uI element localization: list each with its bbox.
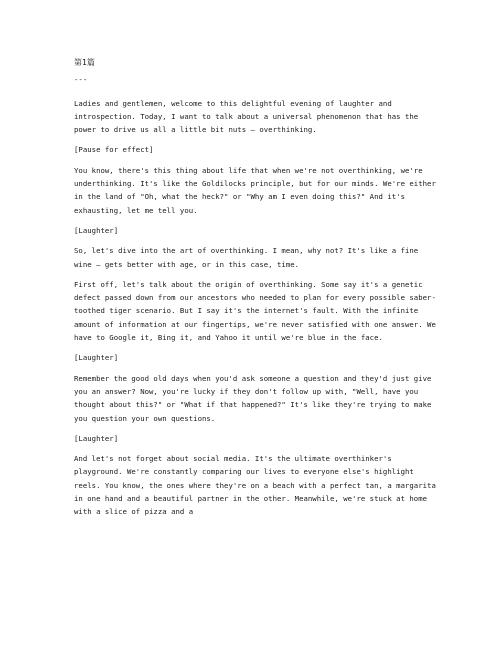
paragraph: And let's not forget about social media. It's the ultimate overthinker's playground. We're constantly comparing our lives to everyone else's highlight reels. You know, the ones where they're on a beach with a perfect tan, a margarita in one hand and a beautiful partner in the other. Meanwhile, we're stuck at home with a slice of pizza and a: [74, 454, 436, 517]
separator: ---: [74, 75, 88, 85]
document-body: [74, 56, 440, 526]
stage-direction: [Pause for effect]: [74, 145, 154, 155]
paragraph: First off, let's talk about the origin of overthinking. Some say it's a genetic defect passed down from our ancestors who needed to plan for every possible saber-toothed tiger scenario. But I say it's the internet's fault. With the infinite amount of information at our fingertips, we're never satisfied with one answer. We have to Google it, Bing it, and Yahoo it until we're blue in the face.: [74, 279, 436, 343]
stage-direction: [Laughter]: [74, 353, 119, 363]
paragraph: So, let's dive into the art of overthinking. I mean, why not? It's like a fine wine – gets better with age, or in this case, time.: [74, 246, 419, 269]
paragraph: You know, there's this thing about life that when we're not overthinking, we're underthinking. It's like the Goldilocks principle, but for our minds. We're either in the land of "Oh, what the heck?" or "Why am I even doing this?" And it's exhausting, let me tell you.: [74, 165, 436, 215]
paragraph: Ladies and gentlemen, welcome to this delightful evening of laughter and introspection. Today, I want to talk about a universal phenomenon that has the power to drive us all a little bit nuts – overthinking.: [74, 98, 419, 135]
stage-direction: [Laughter]: [74, 225, 119, 235]
paragraph: Remember the good old days when you'd ask someone a question and they'd just give you an answer? Now, you're lucky if they don't follow up with, "Well, have you thought about this?" or "What if that happened?" It's like they're trying to make you question your own questions.: [74, 373, 432, 423]
stage-direction: [Laughter]: [74, 433, 119, 443]
document-heading: 第1篇: [74, 58, 95, 67]
